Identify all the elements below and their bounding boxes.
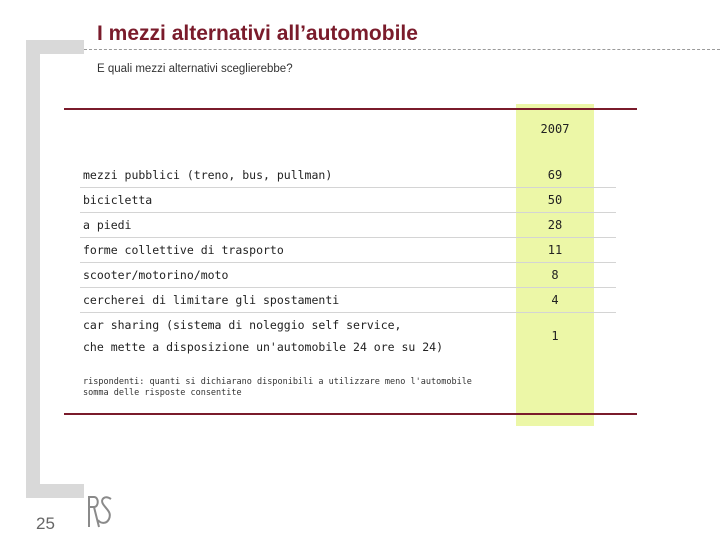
- table-row: [80, 262, 616, 288]
- row-value: 11: [547, 242, 563, 257]
- logo-icon: [85, 493, 113, 529]
- table-bottom-rule: [64, 413, 637, 415]
- row-value: 8: [551, 267, 559, 282]
- row-label: bicicletta: [83, 192, 153, 207]
- row-label: scooter/motorino/moto: [83, 267, 229, 282]
- row-value: 28: [547, 217, 563, 232]
- column-header-year: 2007: [540, 122, 570, 136]
- table-row: [80, 187, 616, 213]
- row-label: car sharing (sistema di noleggio self service, che mette a disposizione un'automobile 24 ore su 24): [83, 318, 444, 354]
- table-row: [80, 237, 616, 263]
- row-label: a piedi: [83, 217, 132, 232]
- row-label: cercherei di limitare gli spostamenti: [83, 292, 340, 307]
- table-row: [80, 162, 616, 188]
- row-value: 69: [547, 167, 563, 182]
- table-row: [80, 212, 616, 238]
- row-value: 50: [547, 192, 563, 207]
- footnote-line: rispondenti: quanti si dichiarano disponibili a utilizzare meno l'automobile: [83, 377, 472, 387]
- slide-subtitle: E quali mezzi alternativi sceglierebbe?: [97, 63, 293, 75]
- title-divider: [84, 49, 720, 50]
- row-label: forme collettive di trasporto: [83, 242, 284, 257]
- footnote: [83, 377, 472, 398]
- frame-left-bar: [26, 40, 40, 498]
- row-value: 1: [551, 329, 559, 343]
- table-row: [80, 287, 616, 313]
- row-label: mezzi pubblici (treno, bus, pullman): [83, 167, 333, 182]
- page-number: 25: [36, 514, 55, 533]
- table-row: [80, 313, 616, 359]
- slide-title: I mezzi alternativi all’automobile: [97, 22, 418, 45]
- footnote-line: somma delle risposte consentite: [83, 387, 242, 398]
- frame-bottom-bar: [26, 484, 84, 498]
- row-value: 4: [551, 292, 559, 307]
- table-top-rule: [64, 108, 637, 110]
